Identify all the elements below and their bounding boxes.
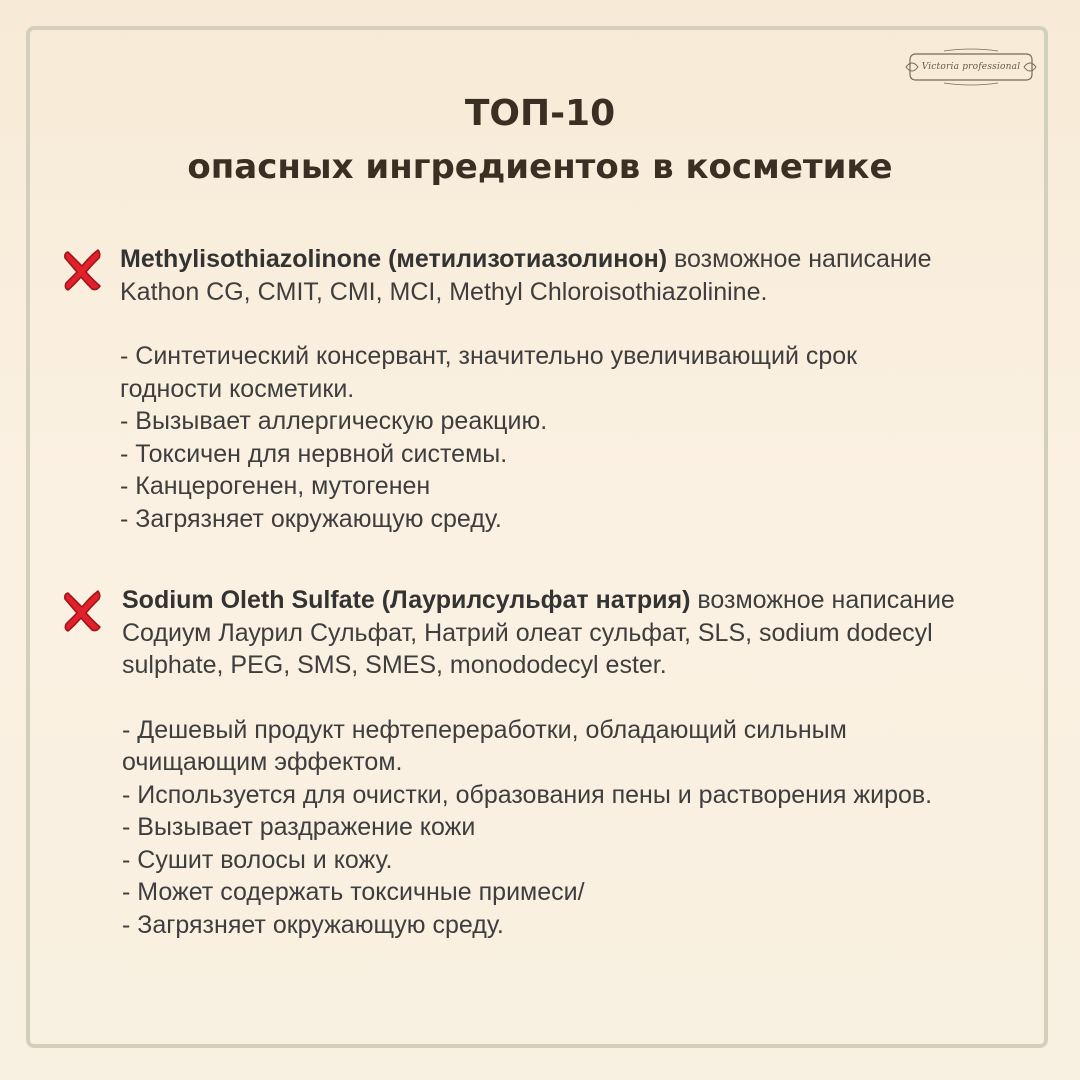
ingredient-point: - Дешевый продукт нефтепереработки, обладающий сильным <box>122 715 847 744</box>
title-line-1: ТОП-10 <box>464 93 616 134</box>
ingredient-point: - Загрязняет окружающую среду. <box>122 910 504 939</box>
ingredient-point: - Синтетический консервант, значительно увеличивающий срок <box>120 342 858 370</box>
ingredient-spelling: sulphate, PEG, SMS, SMES, monododecyl ester. <box>122 651 667 679</box>
ingredient-point: - Может содержать токсичные примеси/ <box>122 878 585 906</box>
ingredient-point: - Канцерогенен, мутогенен <box>120 472 431 500</box>
ingredient-spelling: Содиум Лаурил Сульфат, Натрий олеат сульфат, SLS, sodium dodecyl <box>122 618 933 647</box>
ingredient-point: - Вызывает аллергическую реакцию. <box>120 407 548 435</box>
logo-text: Victoria professional <box>921 62 1021 72</box>
ingredient-item-1 <box>120 243 1040 535</box>
ingredient-item-2 <box>122 584 1042 941</box>
brand-logo <box>904 46 1038 88</box>
ingredient-point: - Сушит волосы и кожу. <box>122 845 393 874</box>
ingredient-point: - Загрязняет окружающую среду. <box>120 504 502 533</box>
cross-mark-icon <box>62 248 102 292</box>
ingredient-spelling-intro: возможное написание <box>667 245 932 273</box>
ingredient-spelling: Kathon CG, CMIT, CMI, MCI, Methyl Chloroisothiazolinine. <box>120 277 768 306</box>
ingredient-point: годности косметики. <box>120 374 355 403</box>
cross-mark-icon <box>62 589 102 633</box>
ingredient-point: - Токсичен для нервной системы. <box>120 439 508 468</box>
page-title <box>0 92 1080 192</box>
ingredient-point: - Используется для очистки, образования пены и растворения жиров. <box>122 780 933 809</box>
ingredient-point: очищающим эффектом. <box>122 748 403 776</box>
ingredient-point: - Вызывает раздражение кожи <box>122 813 476 841</box>
title-line-2: опасных ингредиентов в косметике <box>187 147 893 187</box>
ingredient-spelling-intro: возможное написание <box>690 586 955 614</box>
ingredient-heading: Methylisothiazolinone (метилизотиазолинон) <box>120 245 668 273</box>
ingredient-heading: Sodium Oleth Sulfate (Лаурилсульфат натрия) <box>122 586 691 614</box>
